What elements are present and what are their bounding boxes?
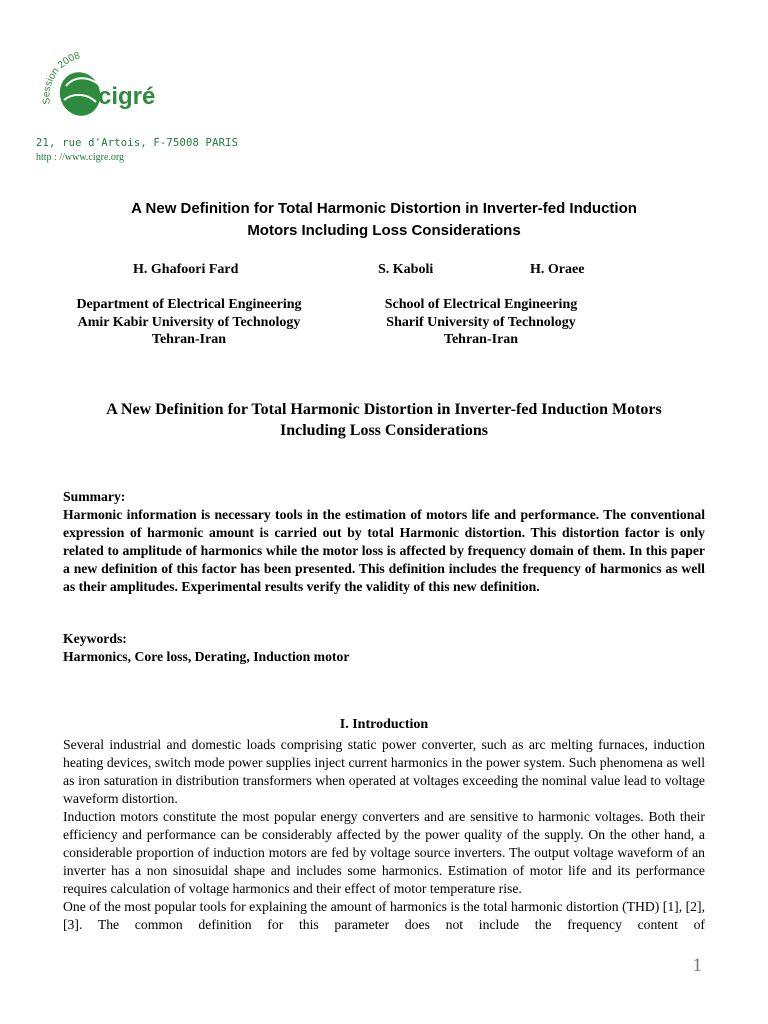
logo-session-text: Session 2008 xyxy=(41,50,82,105)
title-sans-line-1: A New Definition for Total Harmonic Distortion in Inverter-fed Induction xyxy=(131,200,637,217)
affiliation-2-line-2: Sharif University of Technology xyxy=(386,314,576,330)
affiliation-2-line-3: Tehran-Iran xyxy=(443,332,519,347)
paper-title-serif xyxy=(0,399,768,441)
website-url: http : //www.cigre.org xyxy=(36,152,125,163)
page-number: 1 xyxy=(692,955,702,976)
logo-brand-text: cigré xyxy=(98,83,156,110)
summary-heading: Summary: xyxy=(63,489,126,504)
summary-section xyxy=(63,488,705,596)
title-serif-line-2: Including Loss Considerations xyxy=(279,422,489,439)
paper-title-sans xyxy=(0,198,768,241)
affiliation-1-line-1: Department of Electrical Engineering xyxy=(76,297,302,312)
affiliation-1 xyxy=(60,296,318,349)
keywords-heading: Keywords: xyxy=(63,631,127,646)
author-2: S. Kaboli xyxy=(378,262,434,277)
affiliation-1-line-3: Tehran-Iran xyxy=(151,332,227,347)
cigre-logo-graphic xyxy=(40,46,162,132)
affiliation-2-line-1: School of Electrical Engineering xyxy=(384,297,578,312)
address-line: 21, rue d'Artois, F-75008 PARIS xyxy=(36,137,239,149)
summary-text: Harmonic information is necessary tools in the estimation of motors life and performance. The conventional expression of harmonic amount is carried out by total Harmonic distortion. This distortion factor is only related to amplitude of harmonics while the motor loss is affected by frequency domain of them. In this paper a new definition of this factor has been presented. This definition includes the frequency of harmonics as well as their amplitudes. Experimental results verify the validity of this new definition. xyxy=(63,507,705,594)
intro-paragraph-2: Induction motors constitute the most popular energy converters and are sensitive to harmonic voltages. Both their efficiency and performance can be considerably affected by the power quality of the supply. On the other hand, a considerable proportion of induction motors are fed by voltage source inverters. The output voltage waveform of an inverter has a non sinosuidal shape and includes some harmonics. Estimation of motor life and its performance requires calculation of voltage harmonics and their effect of motor temperature rise. xyxy=(63,809,705,896)
author-3: H. Oraee xyxy=(530,262,585,277)
affiliation-2 xyxy=(376,296,586,349)
title-serif-line-1: A New Definition for Total Harmonic Distortion in Inverter-fed Induction Motors xyxy=(106,401,662,418)
keywords-text: Harmonics, Core loss, Derating, Induction motor xyxy=(63,649,350,664)
introduction-body xyxy=(63,736,705,934)
cigre-logo xyxy=(40,46,162,132)
title-sans-line-2: Motors Including Loss Considerations xyxy=(247,221,521,239)
affiliation-1-line-2: Amir Kabir University of Technology xyxy=(77,314,301,330)
author-1: H. Ghafoori Fard xyxy=(133,262,239,277)
intro-paragraph-1: Several industrial and domestic loads comprising static power converter, such as arc melting furnaces, induction heating devices, switch mode power supplies inject current harmonics in the power system. Such phenomena as well as iron saturation in distribution transformers when operated at voltages exceeding the nominal value lead to voltage waveform distortion. xyxy=(63,737,705,806)
introduction-heading: I. Introduction xyxy=(339,717,429,732)
keywords-section xyxy=(63,630,705,666)
intro-paragraph-3: One of the most popular tools for explaining the amount of harmonics is the total harmonic distortion (THD) [1], [2], [3]. The common definition for this parameter does not include the frequency content of xyxy=(63,899,705,932)
